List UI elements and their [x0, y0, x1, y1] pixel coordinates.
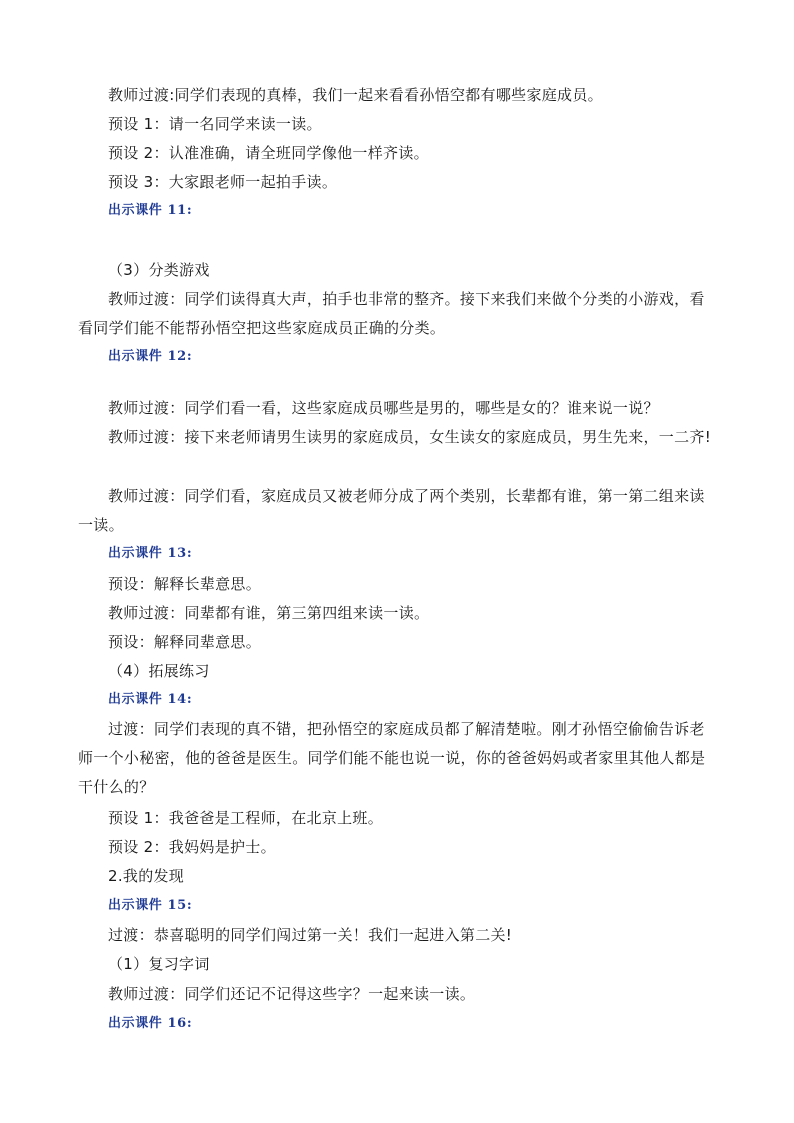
- courseware-label-14: 出示课件 14:: [108, 692, 193, 707]
- paragraph-transition-classification: 教师过渡：同学们读得真大声，拍手也非常的整齐。接下来我们来做个分类的小游戏，看看同学们能不能帮孙悟空把这些家庭成员正确的分类。: [78, 290, 705, 337]
- section-heading-extension-practice: （4）拓展练习: [108, 662, 210, 680]
- paragraph-transition-family-members: 教师过渡:同学们表现的真棒，我们一起来看看孙悟空都有哪些家庭成员。: [108, 86, 603, 104]
- courseware-label-12: 出示课件 12:: [108, 349, 193, 364]
- paragraph-preset-3: 预设 3：大家跟老师一起拍手读。: [108, 173, 338, 191]
- paragraph-transition-elders: 教师过渡：同学们看，家庭成员又被老师分成了两个类别，长辈都有谁，第一第二组来读一读。: [78, 487, 705, 534]
- section-heading-review-words: （1）复习字词: [108, 955, 210, 973]
- section-heading-classification-game: （3）分类游戏: [108, 261, 210, 279]
- paragraph-transition-boys-girls-read: 教师过渡：接下来老师请男生读男的家庭成员，女生读女的家庭成员，男生先来，一二齐!: [108, 428, 712, 446]
- paragraph-preset-peers: 预设：解释同辈意思。: [108, 633, 262, 651]
- courseware-label-11: 出示课件 11:: [108, 203, 193, 218]
- section-heading-my-discovery: 2.我的发现: [108, 867, 185, 885]
- paragraph-transition-secret: 过渡：同学们表现的真不错，把孙悟空的家庭成员都了解清楚啦。刚才孙悟空偷偷告诉老师一个小秘密，他的爸爸是医生。同学们能不能也说一说，你的爸爸妈妈或者家里其他人都是干什么的？: [78, 720, 706, 796]
- paragraph-preset-elders: 预设：解释长辈意思。: [108, 575, 262, 593]
- courseware-label-16: 出示课件 16:: [108, 1016, 193, 1031]
- paragraph-transition-peers: 教师过渡：同辈都有谁，第三第四组来读一读。: [108, 604, 430, 622]
- paragraph-preset-nurse: 预设 2：我妈妈是护士。: [108, 838, 276, 856]
- paragraph-transition-male-female: 教师过渡：同学们看一看，这些家庭成员哪些是男的，哪些是女的？谁来说一说？: [108, 399, 659, 417]
- courseware-label-15: 出示课件 15:: [108, 898, 193, 913]
- paragraph-preset-engineer: 预设 1：我爸爸是工程师，在北京上班。: [108, 809, 384, 827]
- paragraph-preset-2: 预设 2：认准准确，请全班同学像他一样齐读。: [108, 144, 429, 162]
- paragraph-transition-second-level: 过渡：恭喜聪明的同学们闯过第一关！我们一起进入第二关!: [108, 926, 513, 944]
- paragraph-preset-1: 预设 1：请一名同学来读一读。: [108, 115, 322, 133]
- paragraph-transition-review: 教师过渡：同学们还记不记得这些字？一起来读一读。: [108, 985, 476, 1003]
- courseware-label-13: 出示课件 13:: [108, 546, 193, 561]
